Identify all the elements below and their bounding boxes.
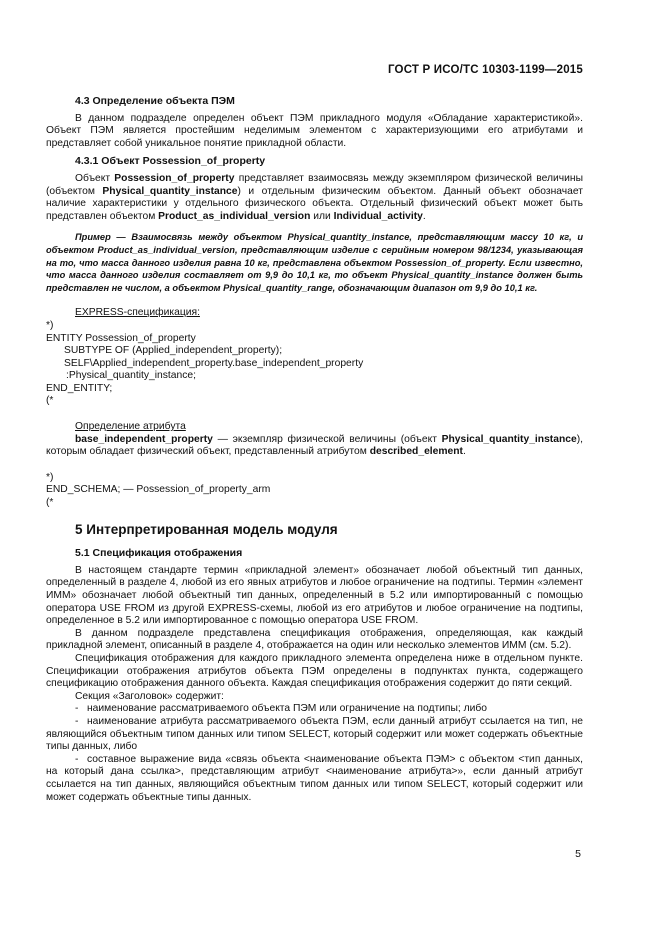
list-item: - наименование атрибута рассматриваемого объекта ПЭМ, если данный атрибут ссылается на тип, не являющийся объектным типом данных или типом SELECT, который содержит или может содержать объектные типы данных, либо	[46, 715, 583, 753]
section-5-1-title: 5.1 Спецификация отображения	[75, 547, 243, 560]
section-5-1-paragraph: В данном подразделе представлена спецификация отображения, определяющая, как каждый прикладной элемент, описанный в разделе 4, отображается на один или несколько элементов ИММ (см. 5.2).	[46, 627, 583, 652]
express-line: SUBTYPE OF (Applied_independent_property);	[64, 345, 283, 357]
page-number: 5	[575, 848, 581, 860]
schema-end-line: END_SCHEMA; — Possession_of_property_arm	[46, 484, 271, 496]
list-item: - наименование рассматриваемого объекта ПЭМ или ограничение на подтипы; либо	[75, 703, 488, 715]
list-item: - составное выражение вида «связь объекта <наименование объекта ПЭМ> с объектом <тип данных, на который дана ссылка>, представляющим атрибут <наименование атрибута>», если данный атрибут ссылается на тип данных, являющийся объектным типом данных или типом SELECT, который содержит или может содержать объектные типы данных.	[46, 753, 583, 803]
section-4-3-paragraph: В данном подразделе определен объект ПЭМ прикладного модуля «Обладание характеристикой». Объект ПЭМ является простейшим неделимым элементом с характеризующими его атрибутами и представляет собой уникальное понятие прикладной области.	[46, 112, 583, 149]
section-4-3-title: 4.3 Определение объекта ПЭМ	[75, 95, 235, 107]
attribute-definition-text: base_independent_property — экземпляр физической величины (объект Physical_quantity_instance), которым обладает физический объект, представленный атрибутом described_element.	[46, 433, 583, 458]
standard-header: ГОСТ Р ИСО/ТС 10303-1199—2015	[387, 64, 583, 76]
express-line: END_ENTITY;	[46, 382, 113, 394]
entity-description-paragraph: Объект Possession_of_property представляет взаимосвязь между экземпляром физической величины (объектом Physical_quantity_instance) и отдельным физическим объектом. Данный объект обозначает наличие характеристики у отдельного физического объекта. Отдельный физический объект может быть представлен объектом Product_as_individual_version или Individual_activity.	[46, 172, 583, 222]
attribute-definition-label: Определение атрибута	[75, 421, 186, 433]
section-5-title: 5 Интерпретированная модель модуля	[75, 521, 338, 537]
express-line: SELF\Applied_independent_property.base_independent_property	[64, 357, 364, 369]
express-line: ENTITY Possession_of_property	[46, 332, 196, 344]
express-line: :Physical_quantity_instance;	[66, 370, 196, 382]
section-5-1-paragraph: Спецификация отображения для каждого прикладного элемента определена ниже в отдельном пункте. Спецификации отображения атрибутов объекта ПЭМ определены в подпунктах пункта, содержащего спецификацию отображения данного объекта. Каждая спецификация отображения содержит до пяти секций.	[46, 652, 583, 690]
section-5-1-paragraph: В настоящем стандарте термин «прикладной элемент» обозначает любой объектный тип данных, определенный в разделе 4, любой из его явных атрибутов и любое ограничение на подтипы. Термин «элемент ИММ» обозначает любой объектный тип данных, определенный в 5.2 или импортированный с помощью оператора USE FROM из другой EXPRESS-схемы, любой из его атрибутов и любое ограничение на подтипы, определенное в 5.2 или импортированное с помощью оператора USE FROM.	[46, 564, 583, 627]
section-4-3-1-title: 4.3.1 Объект Possession_of_property	[75, 155, 266, 168]
section-5-1-paragraph: Секция «Заголовок» содержит:	[75, 690, 224, 702]
schema-end-line: (*	[46, 497, 54, 509]
schema-end-line: *)	[46, 471, 54, 483]
example-note: Пример — Взаимосвязь между объектом Physical_quantity_instance, представляющим массу 10 кг, и объектом Product_as_individual_version, представляющим изделие с серийным номером 98/1234, указывающая на то, что масса данного изделия равна 10 кг, представлена объектом Possession_of_property. Если известно, что масса данного изделия составляет от 9,9 до 10,1 кг, то объект Physical_quantity_instance должен быть представлен не числом, а объектом Physical_quantity_range, обозначающим диапазон от 9,9 до 10,1 кг.	[46, 232, 583, 293]
express-line: *)	[46, 319, 54, 331]
express-spec-label: EXPRESS-спецификация:	[75, 307, 200, 319]
page-content	[46, 95, 583, 804]
express-line: (*	[46, 395, 54, 407]
